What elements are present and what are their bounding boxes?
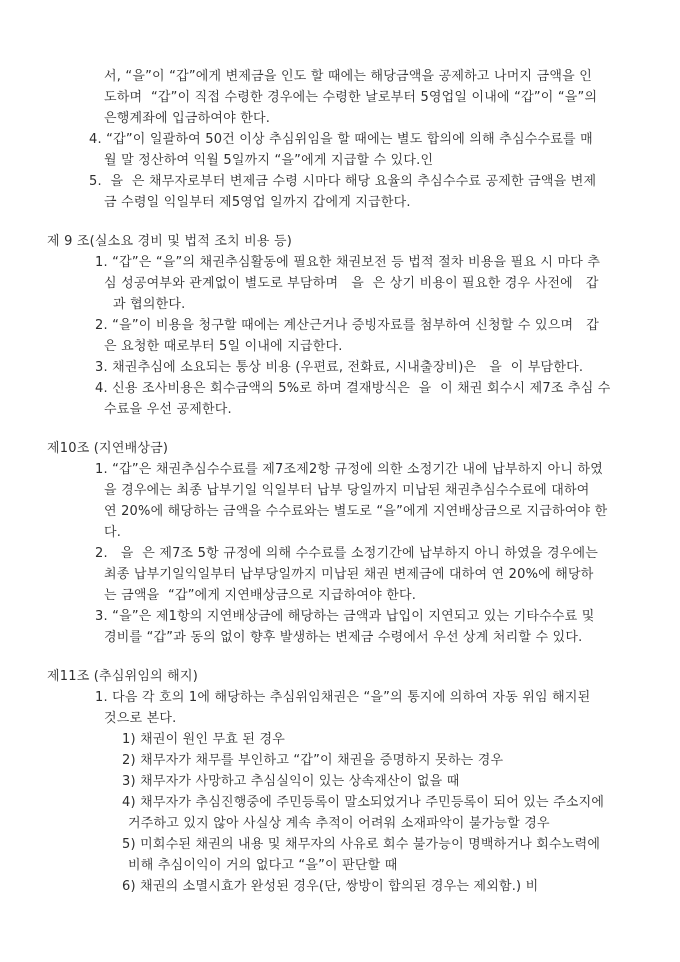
text-line: 은 요청한 때로부터 5일 이내에 지급한다. [104,339,343,354]
text-line: 최종 납부기일익일부터 납부당일까지 미납된 채권 변제금에 대하여 연 20%에 해당하 [104,567,594,582]
text-line: 을 경우에는 최종 납부기일 익일부터 납부 당일까지 미납된 채권추심수수료에 대하여 [104,483,590,498]
sub-item-line: 6) 채권의 소멸시효가 완성된 경우(단, 쌍방이 합의된 경우는 제외함.) 비 [122,879,539,894]
sub-item-line: 4) 채무자가 추심진행중에 주민등록이 말소되었거나 주민등록이 되어 있는 주소지에 [122,795,605,810]
list-item-line: 4. “갑”이 일괄하여 50건 이상 추심위임을 할 때에는 별도 합의에 의해 추심수수료를 매 [89,132,593,147]
text-line: 다. [104,525,122,540]
list-item-line: 3. “을”은 제1항의 지연배상금에 해당하는 금액과 납입이 지연되고 있는 기타수수료 및 [95,609,595,624]
article-9-heading: 제 9 조(실소요 경비 및 법적 조치 비용 등) [47,234,293,249]
text-line: 은행계좌에 입금하여야 한다. [104,111,271,126]
text-line: 것으로 본다. [104,711,177,726]
text-line: 금 수령일 익일부터 제5영업 일까지 갑에게 지급한다. [104,195,411,210]
sub-item-line: 1) 채권이 원인 무효 된 경우 [122,732,285,747]
text-line: 경비를 “갑”과 동의 없이 향후 발생하는 변제금 수령에서 우선 상계 처리할 수 있다. [104,630,583,645]
list-item-line: 3. 채권추심에 소요되는 통상 비용 (우편료, 전화료, 시내출장비)은 을 이 부담한다. [95,360,584,375]
text-line: 는 금액을 “갑”에게 지연배상금으로 지급하여야 한다. [104,588,417,603]
text-line: 도하며 “갑”이 직접 수령한 경우에는 수령한 날로부터 5영업일 이내에 “갑”이 “을”의 [104,90,598,105]
text-line: 연 20%에 해당하는 금액을 수수료와는 별도로 “을”에게 지연배상금으로 지급하여야 한 [104,504,608,519]
list-item-line: 2. 을 은 제7조 5항 규정에 의해 수수료를 소정기간에 납부하지 아니 하였을 경우에는 [95,546,598,561]
list-item-line: 1. “갑”은 “을”의 채권추심활동에 필요한 채권보전 등 법적 절차 비용을 필요 시 마다 추 [95,255,601,270]
article-10-heading: 제10조 (지연배상금) [47,441,169,456]
article-11-heading: 제11조 (추심위임의 해지) [47,669,198,684]
list-item-line: 1. 다음 각 호의 1에 해당하는 추심위임채권은 “을”의 통지에 의하여 자동 위임 해지된 [95,690,591,705]
sub-item-line: 3) 채무자가 사망하고 추심실익이 있는 상속재산이 없을 때 [122,774,460,789]
list-item-line: 2. “을”이 비용을 청구할 때에는 계산근거나 증빙자료를 첨부하여 신청할 수 있으며 갑 [95,318,600,333]
text-line: 비해 추심이익이 거의 없다고 “을”이 판단할 때 [128,858,398,873]
text-line: 과 협의한다. [113,297,186,312]
list-item-line: 4. 신용 조사비용은 회수금액의 5%로 하며 결재방식은 을 이 채권 회수시 제7조 추심 수 [95,381,611,396]
list-item-line: 1. “갑”은 채권추심수수료를 제7조제2항 규정에 의한 소정기간 내에 납부하지 아니 하였 [95,462,603,477]
text-line: 서, “을”이 “갑”에게 변제금을 인도 할 때에는 해당금액을 공제하고 나머지 금액을 인 [104,69,592,84]
text-line: 수료을 우선 공제한다. [104,402,232,417]
text-line: 심 성공여부와 관계없이 별도로 부담하며 을 은 상기 비용이 필요한 경우 사전에 갑 [104,276,599,291]
text-line: 거주하고 있지 않아 사실상 계속 추적이 어려워 소재파악이 불가능할 경우 [128,816,550,831]
sub-item-line: 2) 채무자가 채무를 부인하고 “갑”이 채권을 증명하지 못하는 경우 [122,753,504,768]
list-item-line: 5. 을 은 채무자로부터 변제금 수령 시마다 해당 요율의 추심수수료 공제한 금액을 변제 [89,174,597,189]
sub-item-line: 5) 미회수된 채권의 내용 및 채무자의 사유로 회수 불가능이 명백하거나 회수노력에 [122,837,601,852]
text-line: 월 말 정산하여 익월 5일까지 “을”에게 지급할 수 있다.인 [104,153,434,168]
